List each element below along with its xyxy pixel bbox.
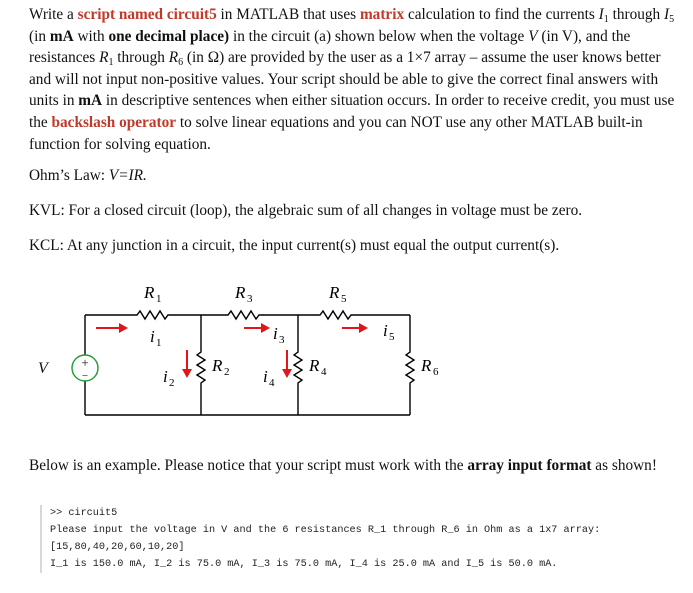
console-result: I_1 is 150.0 mA, I_2 is 75.0 mA, I_3 is 75.0 mA, I_4 is 25.0 mA and I_5 is 50.0 mA. — [50, 559, 558, 570]
label-i4: i — [263, 367, 268, 386]
label-i2-sub: 2 — [169, 377, 175, 389]
label-i4-sub: 4 — [269, 377, 275, 389]
r6-branch — [406, 315, 414, 415]
arrow-i4-head — [282, 369, 292, 378]
label-r2: R — [212, 356, 223, 375]
text: calculation to find the currents — [404, 6, 599, 23]
console-output — [40, 505, 690, 573]
label-r3-sub: 3 — [247, 293, 253, 305]
label-i5-sub: 5 — [389, 331, 395, 343]
arrow-i5-head — [359, 323, 368, 333]
text: through — [608, 6, 665, 23]
symbol-R: R — [99, 49, 109, 67]
text: (in — [29, 27, 50, 45]
script-name-highlight: script named circuit5 — [77, 6, 217, 23]
label-i2: i — [163, 367, 168, 386]
label-i1-sub: 1 — [156, 337, 162, 349]
text: to solve linear equations and you can NOT use any other MATLAB built-in function for solving equation. — [29, 113, 643, 153]
label-r5: R — [329, 283, 340, 302]
subscript: 1 — [603, 14, 609, 25]
label-r6: R — [421, 356, 432, 375]
ohms-law — [29, 165, 684, 187]
console-prompt: Please input the voltage in V and the 6 resistances R_1 through R_6 in Ohm as a 1x7 array: — [50, 525, 601, 536]
label-r4-sub: 4 — [321, 366, 327, 378]
plus-sign: + — [81, 355, 89, 370]
text: in descriptive sentences when either situation occurs. In order to receive credit, you must use the — [29, 92, 675, 131]
label-r4: R — [309, 356, 320, 375]
symbol-R: R — [168, 49, 179, 67]
ohm-label: Ohm’s Law: — [29, 167, 109, 184]
one-decimal-bold: one decimal place) — [108, 27, 230, 45]
backslash-highlight: backslash operator — [51, 113, 177, 131]
text: with — [73, 27, 109, 45]
arrow-i1-head — [119, 323, 128, 333]
current-arrows — [96, 323, 368, 378]
label-i3-sub: 3 — [279, 334, 285, 346]
circuit-diagram — [0, 270, 500, 420]
ohm-formula: V=IR. — [108, 167, 147, 184]
text: (in V), and the resistances — [29, 27, 631, 67]
unit-ma: mA — [78, 92, 103, 110]
label-r6-sub: 6 — [433, 366, 439, 378]
label-i3: i — [273, 324, 278, 343]
label-r3: R — [235, 283, 246, 302]
text: through — [113, 49, 169, 67]
label-i5: i — [383, 321, 388, 340]
subscript: 6 — [178, 57, 184, 69]
subscript: 5 — [669, 14, 675, 25]
symbol-V: V — [528, 27, 538, 45]
label-i1: i — [150, 327, 155, 346]
problem-statement — [29, 4, 684, 155]
label-r5-sub: 5 — [341, 293, 347, 305]
symbol-I: I — [598, 6, 604, 23]
text: (in Ω) are provided by the user as a 1×7 array – assume the user knows better and will not input non-positive values. Your script should be able to give the correct final answers with units in — [29, 49, 661, 110]
label-r2-sub: 2 — [224, 366, 230, 378]
top-wire — [85, 311, 410, 319]
symbol-I: I — [664, 6, 670, 23]
subscript: 1 — [108, 57, 114, 69]
example-intro — [29, 455, 684, 477]
array-format-bold: array input format — [467, 457, 592, 474]
unit-ma: mA — [49, 27, 74, 45]
matrix-highlight: matrix — [359, 6, 405, 23]
r2-branch — [197, 315, 205, 415]
text: Below is an example. Please notice that your script must work with the — [29, 457, 468, 474]
text: in the circuit (a) shown below when the voltage — [229, 27, 529, 45]
arrow-i2-head — [182, 369, 192, 378]
console-input: [15,80,40,20,60,10,20] — [50, 542, 185, 553]
text: in MATLAB that uses — [216, 6, 360, 23]
label-r1-sub: 1 — [156, 293, 162, 305]
label-v: V — [38, 360, 48, 377]
r4-branch — [294, 315, 302, 415]
label-r1: R — [144, 283, 155, 302]
text: as shown! — [591, 457, 657, 474]
kcl-statement: KCL: At any junction in a circuit, the input current(s) must equal the output current(s). — [29, 237, 560, 254]
console-command: >> circuit5 — [50, 508, 118, 519]
text: Write a — [29, 6, 78, 23]
kvl-statement: KVL: For a closed circuit (loop), the algebraic sum of all changes in voltage must be zero. — [29, 202, 583, 219]
arrow-i3-head — [261, 323, 270, 333]
minus-sign: − — [81, 370, 89, 382]
